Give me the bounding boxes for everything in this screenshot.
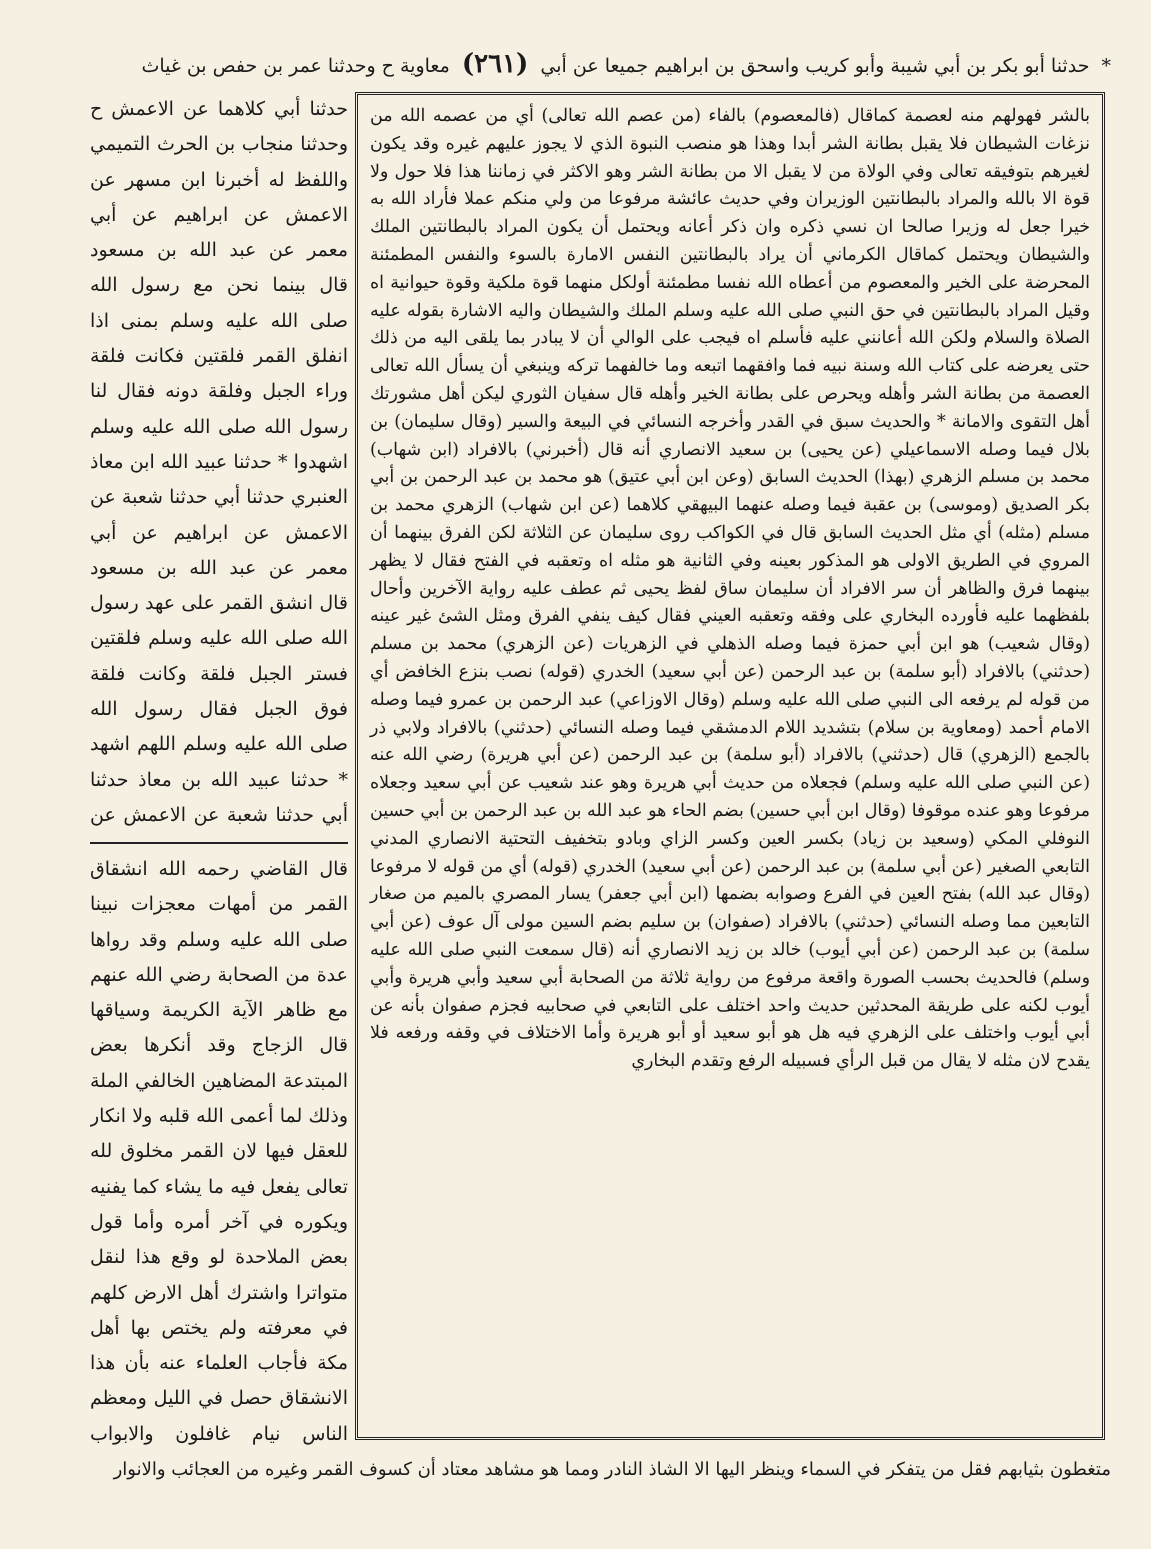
commentary-column: [355, 92, 1105, 1440]
header-star: *: [1101, 55, 1111, 77]
column-divider: [90, 842, 348, 844]
commentary-text: بالشر فهولهم منه لعصمة كماقال (فالمعصوم) بالفاء (من عصم الله تعالى) أي من عصمه الله من نزغات الشيطان فلا يقبل بطانة الشر أبدا وهذا هو منصب النبوة الذي لا يجوز عليهم غيره وقد يكون لغيرهم بتوفيقه تعالى وفي الولاة من لا يقبل الا من بطانة الشر وهو الاكثر في زماننا هذا فلا حول ولا قوة الا بالله والمراد بالبطانتين الوزيران وفي حديث عائشة مرفوعا من ولي منكم عملا فأراد الله به خيرا جعل له وزيرا صالحا ان نسي ذكره وان ذكر أعانه ويحتمل أن يكون المراد بالبطانتين الملك والشيطان ويحتمل كماقال الكرماني أن يراد بالبطانتين النفس الامارة بالسوء والنفس المطمئنة المحرضة على الخير والمعصوم من أعطاه الله نفسا مطمئنة أولكل منهما قوة ملكية وقوة حيوانية اه وقيل المراد بالبطانتين في حق النبي صلى الله عليه وسلم الملك والشيطان واليه الاشارة بقوله عليه الصلاة والسلام ولكن الله أعانني عليه فأسلم اه فيجب على الوالي أن لا يبادر بما يلقى اليه من ذلك حتى يعرضه على كتاب الله وسنة نبيه فما وافقهما اتبعه وما خالفهما تركه وينبغي أن يسأل الله تعالى العصمة من بطانة الشر وأهله ويحرص على بطانة الخير وأهله قال سفيان الثوري ليكن أهل مشورتك أهل التقوى والامانة * والحديث سبق في القدر وأخرجه النسائي في البيعة والسير (وقال سليمان) بن بلال فيما وصله الاسماعيلي (عن يحيى) بن سعيد الانصاري أنه قال (أخبرني) بالافراد (ابن شهاب) محمد بن مسلم الزهري (بهذا) الحديث السابق (وعن ابن أبي عتيق) هو محمد بن عبد الرحمن بن أبي بكر الصديق (وموسى) بن عقبة فيما وصله عنهما البيهقي كلاهما (عن ابن شهاب) الزهري محمد بن مسلم (مثله) أي مثل الحديث السابق قال في الكواكب روى سليمان عن الثلاثة لكن الفرق بينهما أن المروي في الطريق الاولى هو المذكور بعينه وفي الثانية هو مثله اه وتعقبه في الفتح فقال لا يظهر بينهما فرق والظاهر أن سر الافراد أن سليمان ساق لفظ يحيى ثم عطف عليه رواية الآخرين وأحال بلفظهما عليه فأورده البخاري على وفقه وتعقبه العيني فقال كيف ينفي الفرق ومثل الشئ غير عينه (وقال شعيب) هو ابن أبي حمزة فيما وصله الذهلي في الزهريات (عن الزهري) محمد بن مسلم (حدثني) بالافراد (أبو سلمة) بن عبد الرحمن (عن أبي سعيد) الخدري (قوله) نصب بنزع الخافض أي من قوله لم يرفعه الى النبي صلى الله عليه وسلم (وقال الاوزاعي) عبد الرحمن بن عمرو فيما وصله الامام أحمد (ومعاوية بن سلام) بتشديد اللام الدمشقي فيما وصله النسائي (حدثني) بالافراد ولابي ذر بالجمع (الزهري) قال (حدثني) بالافراد (أبو سلمة) بن عبد الرحمن (عن أبي هريرة) رضي الله عنه (عن النبي صلى الله عليه وسلم) فجعلاه من حديث أبي هريرة وهو عند شعيب عن أبي سعيد وجعلاه مرفوعا وهو عنده موقوفا (وقال ابن أبي حسين) بضم الحاء هو عبد الله بن عبد الرحمن بن أبي حسين النوفلي المكي (وسعيد بن زياد) بكسر العين وكسر الزاي وبادو بتخفيف التحتية الانصاري المدني التابعي الصغير (عن أبي سلمة) بن عبد الرحمن (عن أبي سعيد) الخدري (قوله) أي من قوله لا مرفوعا (وقال عبد الله) بفتح العين في الفرع وصوابه بضمها (ابن أبي جعفر) يسار المصري بالميم من صغار التابعين مما وصله النسائي (حدثني) بالافراد (صفوان) بن سليم بضم السين مولى آل عوف (عن أبي سلمة) بن عبد الرحمن (عن أبي أيوب) خالد بن زيد الانصاري أنه (قال سمعت النبي صلى الله عليه وسلم) فالحديث بحسب الصورة واقعة مرفوع من رواية ثلاثة من الصحابة أبي سعيد وأبي هريرة وأبي أيوب لكنه على طريقة المحدثين حديث واحد اختلف على التابعي في صحابيه فجزم صفوان بأنه عن أبي أيوب واختلف على الزهري فيه هل هو أبو سعيد أو أبو هريرة وأما الاختلاف في وقفه ورفعه فلا يقدح لان مثله لا يقال من قبل الرأي فسبيله الرفع وتقدم البخاري: [370, 106, 1090, 1072]
side-commentary-column: [90, 852, 348, 1450]
page-number: (٢٦١): [461, 49, 529, 79]
hadith-text: حدثنا أبي كلاهما عن الاعمش ح وحدثنا منجاب بن الحرث التميمي واللفظ له أخبرنا ابن مسهر عن الاعمش عن ابراهيم عن أبي معمر عن عبد الله بن مسعود قال بينما نحن مع رسول الله صلى الله عليه وسلم بمنى اذا انفلق القمر فلقتين فكانت فلقة وراء الجبل وفلقة دونه فقال لنا رسول الله صلى الله عليه وسلم اشهدوا * حدثنا عبيد الله ابن معاذ العنبري حدثنا أبي حدثنا شعبة عن الاعمش عن ابراهيم عن أبي معمر عن عبد الله بن مسعود قال انشق القمر على عهد رسول الله صلى الله عليه وسلم فلقتين فستر الجبل فلقة وكانت فلقة فوق الجبل فقال رسول الله صلى الله عليه وسلم اللهم اشهد * حدثنا عبيد الله بن معاذ حدثنا أبي حدثنا شعبة عن الاعمش عن: [90, 98, 348, 826]
side-commentary-text: قال القاضي رحمه الله انشقاق القمر من أمهات معجزات نبينا صلى الله عليه وسلم وقد رواها عدة من الصحابة رضي الله عنهم مع ظاهر الآية الكريمة وسياقها قال الزجاج وقد أنكرها بعض المبتدعة المضاهين الخالفي الملة وذلك لما أعمى الله قلبه ولا انكار للعقل فيها لان القمر مخلوق لله تعالى يفعل فيه ما يشاء كما يفنيه ويكوره في آخر أمره وأما قول بعض الملاحدة لو وقع هذا لنقل متواترا واشترك أهل الارض كلهم في معرفته ولم يختص بها أهل مكة فأجاب العلماء عنه بأن هذا الانشقاق حصل في الليل ومعظم الناس نيام غافلون والابواب: [90, 858, 348, 1445]
header-text-right: حدثنا أبو بكر بن أبي شيبة وأبو كريب واسحق بن ابراهيم جميعا عن أبي: [540, 55, 1090, 77]
header-text-left: معاوية ح وحدثنا عمر بن حفص بن غياث: [141, 55, 450, 77]
page-footer-line: متغطون بثيابهم فقل من يتفكر في السماء وينظر اليها الا الشاذ النادر ومما هو مشاهد معتاد أن كسوف القمر وغيره من العجائب والانوار: [113, 1459, 1111, 1480]
page-header: [95, 42, 1111, 86]
hadith-column: [90, 92, 348, 837]
